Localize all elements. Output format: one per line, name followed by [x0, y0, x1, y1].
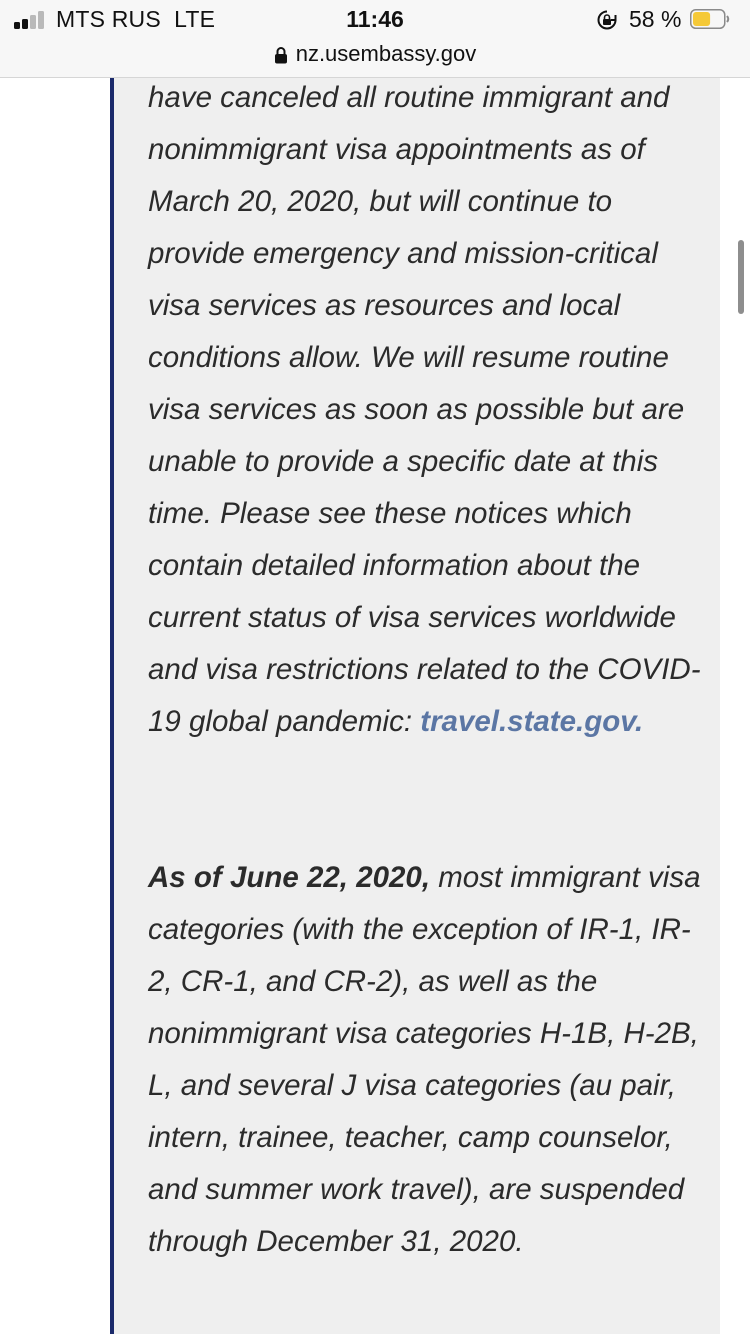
rotation-lock-icon [596, 9, 618, 31]
notice-paragraph-visa-appointments [148, 78, 708, 748]
date-emphasis: As of June 22, 2020, [148, 861, 431, 894]
clock: 11:46 [346, 6, 404, 32]
status-bar [0, 0, 750, 78]
travel-state-gov-link[interactable]: travel.state.gov. [420, 705, 644, 738]
network-type: LTE [174, 6, 216, 32]
url-text: nz.usembassy.gov [295, 41, 477, 66]
battery-icon [690, 9, 730, 29]
notice-paragraph-suspensions [148, 852, 708, 1268]
battery-percentage: 58 % [629, 6, 682, 32]
scrollbar[interactable] [738, 240, 744, 314]
paragraph-text: have canceled all routine immigrant and nonimmigrant visa appointments as of March 20, 2020, but will continue to provide emergency and mission-critical visa services as resources and local conditions allow. We will resume routine visa services as soon as possible but are unable to provide a specific date at this time. Please see these notices which contain detailed information about the current status of visa services worldwide and visa restrictions related to the COVID-19 global pandemic: [148, 81, 701, 738]
paragraph-text: most immigrant visa categories (with the exception of IR-1, IR-2, CR-1, and CR-2), as well as the nonimmigrant visa categories H-1B, H-2B, L, and several J visa categories (au pair, intern, trainee, teacher, camp counselor, and summer work travel), are suspended through December 31, 2020. [148, 861, 701, 1258]
page-content [0, 78, 750, 1334]
notice-blockquote [110, 78, 720, 1334]
carrier-name: MTS RUS [56, 6, 161, 32]
address-bar[interactable] [0, 38, 750, 70]
lock-icon [274, 46, 288, 64]
